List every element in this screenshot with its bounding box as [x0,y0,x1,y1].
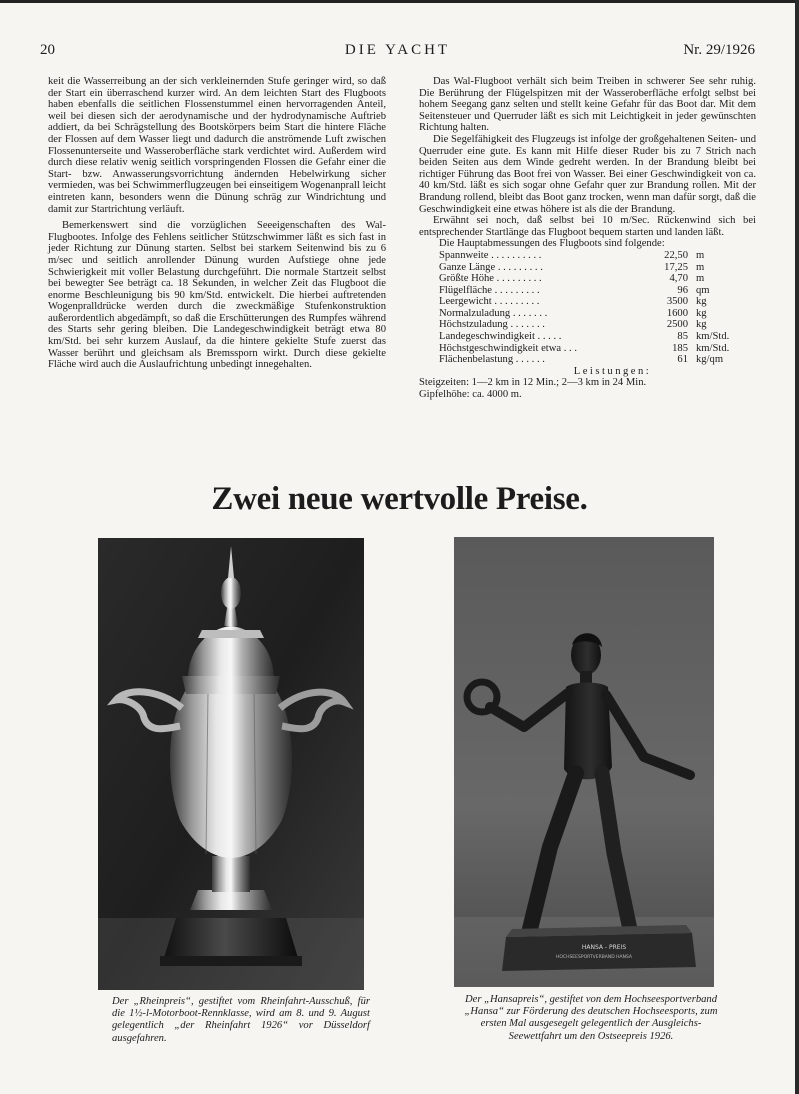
dimension-label: Größte Höhe . . . . . . . . . [439,273,542,285]
dimension-label: Flächenbelastung . . . . . . [439,354,545,366]
hansapreis-caption: Der „Hansapreis“, gestiftet von dem Hochseesportverband „Hansa“ zur Förderung des deutschen Hochseesports, zum ersten Mal ausgesegelt gelegentlich der Ausgleichs-Seewettfahrt um den Ostseepreis 1926. [464,994,718,1042]
dimension-row [419,343,756,355]
dimensions-intro: Die Hauptabmessungen des Flugboots sind folgende: [439,238,665,250]
dimension-unit: m [696,273,705,285]
dimension-label: Spannweite . . . . . . . . . . [439,249,542,261]
dimension-value: 2500 [666,319,688,331]
page-header [40,42,755,62]
dimension-label: Flügelfläche . . . . . . . . . [439,284,540,296]
dimension-row [419,308,756,320]
journal-title: DIE YACHT [344,42,451,58]
dimensions-table [419,238,756,400]
climb-times: Steigzeiten: 1—2 km in 12 Min.; 2—3 km in 24 Min. [419,377,647,389]
paragraph: Bemerkenswert sind die vorzüglichen Seeeigenschaften des Wal-Flugbootes. Infolge des Fehlens seitlicher Stützschwimmer läßt es sich fast in jeder Richtung zur Dünung starten. Selbst bei starkem Seitenwind bis zu 6 m/sec und seitlich anrollender Dünung wurden Aufstiege ohne jede Schwierigkeit mit voller Belastung durchgeführt. Die normale Startzeit selbst bei bewegter See beträgt ca. 18 Sekunden, in welcher Zeit das Flugboot die enorme Beschleunigung bis 90 km/Std. entwickelt. Die hierbei auftretenden Wogenpralldrücke werden durch die zweckmäßige Stufenkonstruktion außerordentlich abgedämpft, so daß die Erschütterungen des Rumpfes während des Starts sehr gering bleiben. Die Landegeschwindigkeit beträgt etwa 80 km/Std. bei sehr kurzem Auslauf, da die hintere gekielte Stufe zuerst das Wasser berührt und gleichsam als Bremssporn wirkt. Durch diese gekielte Fläche wird auch die Auslaufrichtung unbedingt innegehalten. [48,220,386,371]
rheinpreis-trophy-photo [98,538,364,990]
dimension-label: Normalzuladung . . . . . . . [439,307,548,319]
dimension-row [419,273,756,285]
plaque-subtitle: HOCHSEESPORTVERBAND HANSA [556,955,632,960]
service-ceiling: Gipfelhöhe: ca. 4000 m. [419,389,522,401]
page-number: 20 [40,42,55,58]
top-border [0,0,799,3]
issue-number: Nr. 29/1926 [683,42,755,58]
article-headline: Zwei neue wertvolle Preise. [211,481,588,517]
dimension-label: Höchstgeschwindigkeit etwa . . . [439,342,577,354]
plaque-title: HANSA - PREIS [581,944,627,951]
dimension-unit: m [696,249,705,261]
dimension-row [419,262,756,274]
dimension-label: Ganze Länge . . . . . . . . . [439,261,543,273]
rheinpreis-caption: Der „Rheinpreis“, gestiftet vom Rheinfahrt-Ausschuß, für die 1½-l-Motorboot-Rennklasse, wird am 8. und 9. August gelegentlich „der Rheinfahrt 1926“ vor Düsseldorf ausgefahren. [112,996,370,1044]
paragraph: Erwähnt sei noch, daß selbst bei 10 m/Sec. Rückenwind sich bei entsprechender Startlänge das Flugboot bequem starten und landen läßt. [419,215,756,238]
dimension-unit: kg [696,319,707,331]
dimension-row [419,354,756,366]
dimension-value: 96 [677,284,688,296]
right-text-column [419,76,756,401]
dimension-value: 61 [677,354,688,366]
dimension-unit: m [696,261,705,273]
dimension-value: 4,70 [669,273,688,285]
dimension-row [419,331,756,343]
left-text-column [48,76,386,371]
dimension-label: Höchstzuladung . . . . . . . [439,319,545,331]
dimension-value: 17,25 [664,261,688,273]
dimension-value: 1600 [666,307,688,319]
dimension-value: 85 [677,331,688,343]
dimension-value: 22,50 [664,249,688,261]
dimension-unit: kg/qm [696,354,724,366]
hansapreis-statue-photo [454,537,714,987]
paragraph: Die Segelfähigkeit des Flugzeugs ist infolge der großgehaltenen Seiten- und Querruder eine gute. Es kann mit Hilfe dieser Ruder bis zu 7 Strich nach beiden Seiten aus dem Winde gedreht werden. In der Brandung bleibt bei richtiger Führung das Boot frei von Wasser. Bei einer Geschwindigkeit von ca. 40 km/Std. läßt es sich sogar ohne Gefahr quer zur Brandung rollen. Mit der Brandung rollend, bleibt das Boot ganz trocken, wenn man dafür sorgt, daß die Geschwindigkeit eine etwas höhere ist als die der Brandung. [419,133,756,215]
dimension-row [419,285,756,297]
dimension-unit: km/Std. [696,342,730,354]
dimension-label: Leergewicht . . . . . . . . . [439,296,540,308]
dimension-row [419,250,756,262]
dimension-value: 185 [672,342,688,354]
dimension-unit: km/Std. [696,331,730,343]
right-border [795,0,799,1094]
dimension-row [419,319,756,331]
dimension-value: 3500 [666,296,688,308]
dimension-unit: qm [696,284,710,296]
performance-heading: Leistungen: [573,365,652,377]
paragraph: keit die Wasserreibung an der sich verkleinernden Stufe geringer wird, so daß der Start ein überraschend kurzer wird. An dem leichten Start des Flugboots haben ebenfalls die seitlichen Flossenstummel einen hervorragenden Anteil, weil bei diesen sich der aerodynamische und der hydrodynamische Auftrieb addiert, da bei Schrägstellung des Bootskörpers beim Start die hintere Fläche der Flossen auf dem Wasser liegt und dadurch die anströmende Luft zwischen Flossenunterseite und Wasseroberfläche stark verdichtet wird. Außerdem wird durch diese relativ wenig seitlich vorspringenden Flossen die Gefahr einer die Start- bzw. Anwasserungsvorrichtung ändernden Hebelwirkung sicher vermieden, was bei Schwimmerflugzeugen bei einseitigem Wogenanprall leicht eintreten kann, besonders wenn die Dünung schräg zur Windrichtung und damit zur Startrichtung verläuft. [48,76,386,215]
dimension-unit: kg [696,307,707,319]
dimension-label: Landegeschwindigkeit . . . . . [439,331,562,343]
paragraph: Das Wal-Flugboot verhält sich beim Treiben in schwerer See sehr ruhig. Die Berührung der Flügelspitzen mit der Wasseroberfläche erfolgt selbst bei hohem Seegang ganz selten und stellt keine Gefahr für das Boot dar. Mit dem Seitensteuer und Querruder läßt es sich mit Leichtigkeit in jeder gewünschten Richtung halten. [419,76,756,134]
dimension-row [419,296,756,308]
dimension-unit: kg [696,296,707,308]
